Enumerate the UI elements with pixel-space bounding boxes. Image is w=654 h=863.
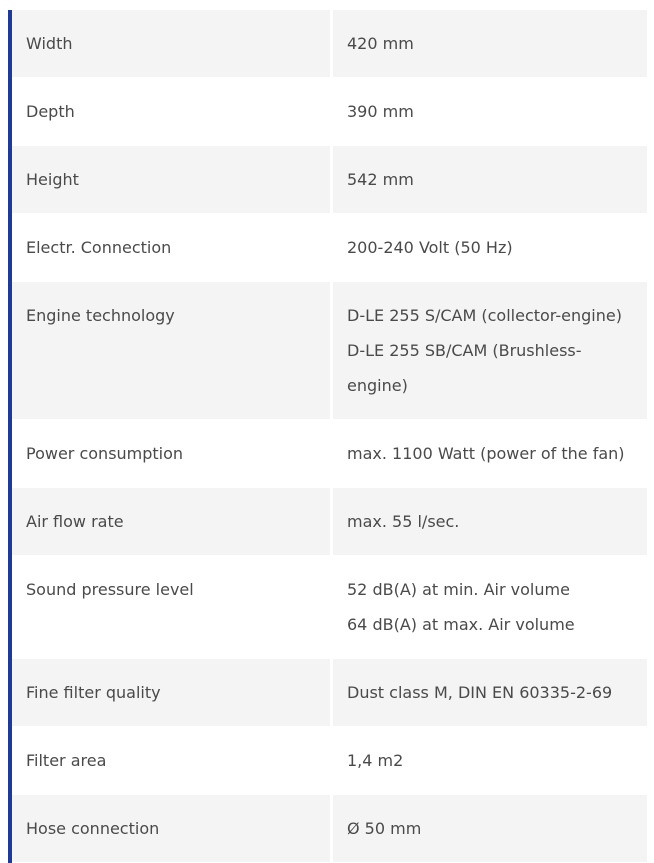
spec-value [333, 488, 647, 555]
spec-value [333, 659, 647, 726]
spec-row [12, 727, 647, 795]
spec-label: Width [12, 10, 330, 77]
spec-value-line: Ø 50 mm [347, 819, 422, 838]
spec-value-line: 390 mm [347, 102, 414, 121]
spec-label: Fine filter quality [12, 659, 330, 726]
spec-label: Engine technology [12, 282, 330, 419]
spec-value [333, 10, 647, 77]
spec-label: Hose connection [12, 795, 330, 862]
spec-label: Air flow rate [12, 488, 330, 555]
spec-value-line: 420 mm [347, 34, 414, 53]
spec-value-line: Dust class M, DIN EN 60335-2-69 [347, 683, 613, 702]
spec-row [12, 146, 647, 214]
spec-value [333, 556, 647, 658]
spec-value [333, 420, 647, 487]
spec-row [12, 214, 647, 282]
spec-value-line: max. 55 l/sec. [347, 512, 460, 531]
spec-value-line: D-LE 255 S/CAM (collector-engine) [347, 306, 622, 325]
spec-row [12, 488, 647, 556]
spec-table [8, 10, 647, 863]
spec-row [12, 659, 647, 727]
spec-row [12, 10, 647, 78]
spec-label: Power consumption [12, 420, 330, 487]
spec-value-line: D-LE 255 SB/CAM (Brushless- [347, 341, 582, 360]
spec-row [12, 556, 647, 659]
spec-label: Height [12, 146, 330, 213]
spec-label: Electr. Connection [12, 214, 330, 281]
spec-value [333, 795, 647, 862]
spec-value [333, 727, 647, 794]
spec-row [12, 78, 647, 146]
spec-label: Sound pressure level [12, 556, 330, 658]
spec-row [12, 420, 647, 488]
spec-value-line: max. 1100 Watt (power of the fan) [347, 444, 625, 463]
spec-value-line: 52 dB(A) at min. Air volume [347, 580, 570, 599]
spec-value-line: 542 mm [347, 170, 414, 189]
spec-row [12, 282, 647, 420]
spec-value [333, 78, 647, 145]
spec-value [333, 214, 647, 281]
spec-row [12, 795, 647, 863]
spec-value [333, 146, 647, 213]
spec-value-line: 1,4 m2 [347, 751, 404, 770]
spec-value-line: 200-240 Volt (50 Hz) [347, 238, 513, 257]
spec-label: Depth [12, 78, 330, 145]
spec-value-line: 64 dB(A) at max. Air volume [347, 615, 575, 634]
spec-value-line: engine) [347, 376, 408, 395]
spec-label: Filter area [12, 727, 330, 794]
spec-value [333, 282, 647, 419]
